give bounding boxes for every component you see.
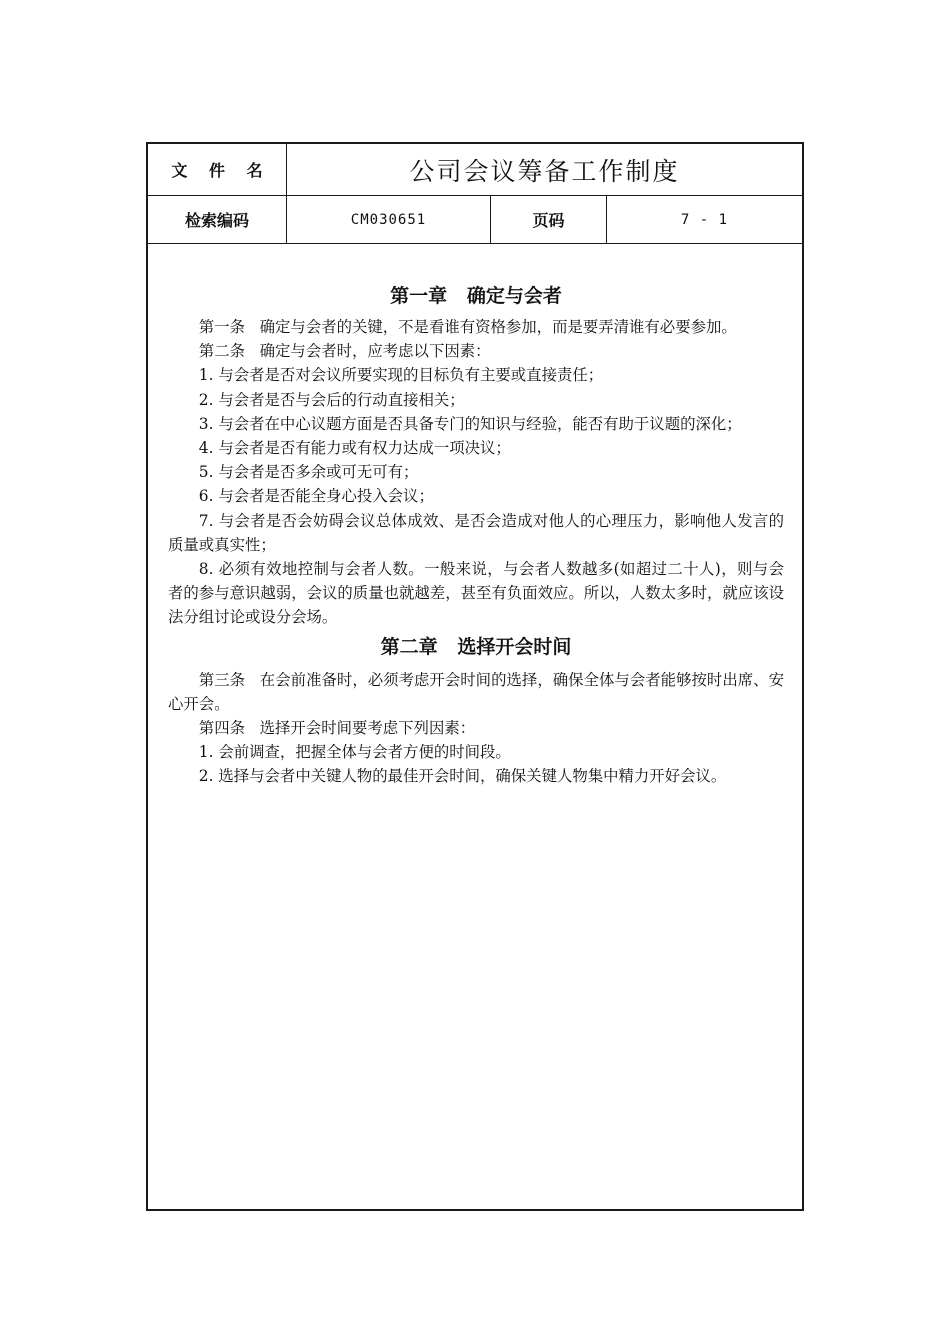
paragraph: 第一条 确定与会者的关键，不是看谁有资格参加，而是要弄清谁有必要参加。: [198, 318, 737, 336]
header-row-meta: [148, 196, 802, 244]
list-item: 3. 与会者在中心议题方面是否具备专门的知识与经验，能否有助于议题的深化；: [198, 414, 742, 433]
list-item: 8. 必须有效地控制与会者人数。一般来说，与会者人数越多(如超过二十人)，则与会者的参与意识越弱，会议的质量也就越差，甚至有负面效应。所以，人数太多时，就应该设法分组讨论或设分会场。: [168, 560, 784, 627]
paragraph: 第四条 选择开会时间要考虑下列因素：: [198, 719, 476, 738]
page-number-value: 7 - 1: [680, 211, 729, 228]
page-label: 页码: [491, 196, 607, 243]
chapter-2: [168, 630, 784, 789]
list-item: 4. 与会者是否有能力或有权力达成一项决议；: [198, 439, 511, 458]
list-item: 5. 与会者是否多余或可无可有；: [198, 463, 419, 482]
list-item: 2. 选择与会者中关键人物的最佳开会时间，确保关键人物集中精力开好会议。: [198, 767, 727, 786]
list-item: 1. 会前调查，把握全体与会者方便的时间段。: [198, 743, 511, 762]
list-item: 7. 与会者是否会妨碍会议总体成效、是否会造成对他人的心理压力，影响他人发言的质量或真实性；: [168, 511, 784, 554]
chapter-title: 第一章 确定与会者: [390, 285, 562, 307]
index-code-value: CM030651: [287, 196, 491, 243]
paragraph: 第二条 确定与会者时，应考虑以下因素：: [198, 342, 491, 361]
chapter-title: 第二章 选择开会时间: [380, 635, 572, 658]
document-frame: [146, 142, 804, 1211]
list-item: 2. 与会者是否与会后的行动直接相关；: [198, 390, 465, 409]
file-name-label: 文 件 名: [148, 144, 287, 195]
index-code-label: 检索编码: [148, 196, 287, 243]
paragraph: 第三条 在会前准备时，必须考虑开会时间的选择，确保全体与会者能够按时出席、安心开会。: [168, 670, 784, 713]
list-item: 6. 与会者是否能全身心投入会议；: [198, 487, 434, 506]
list-item: 1. 与会者是否对会议所要实现的目标负有主要或直接责任；: [198, 366, 604, 385]
chapter-1: [168, 279, 784, 630]
header-row-title: [148, 144, 802, 196]
document-body: [168, 276, 784, 789]
document-title: 公司会议筹备工作制度: [409, 156, 680, 186]
